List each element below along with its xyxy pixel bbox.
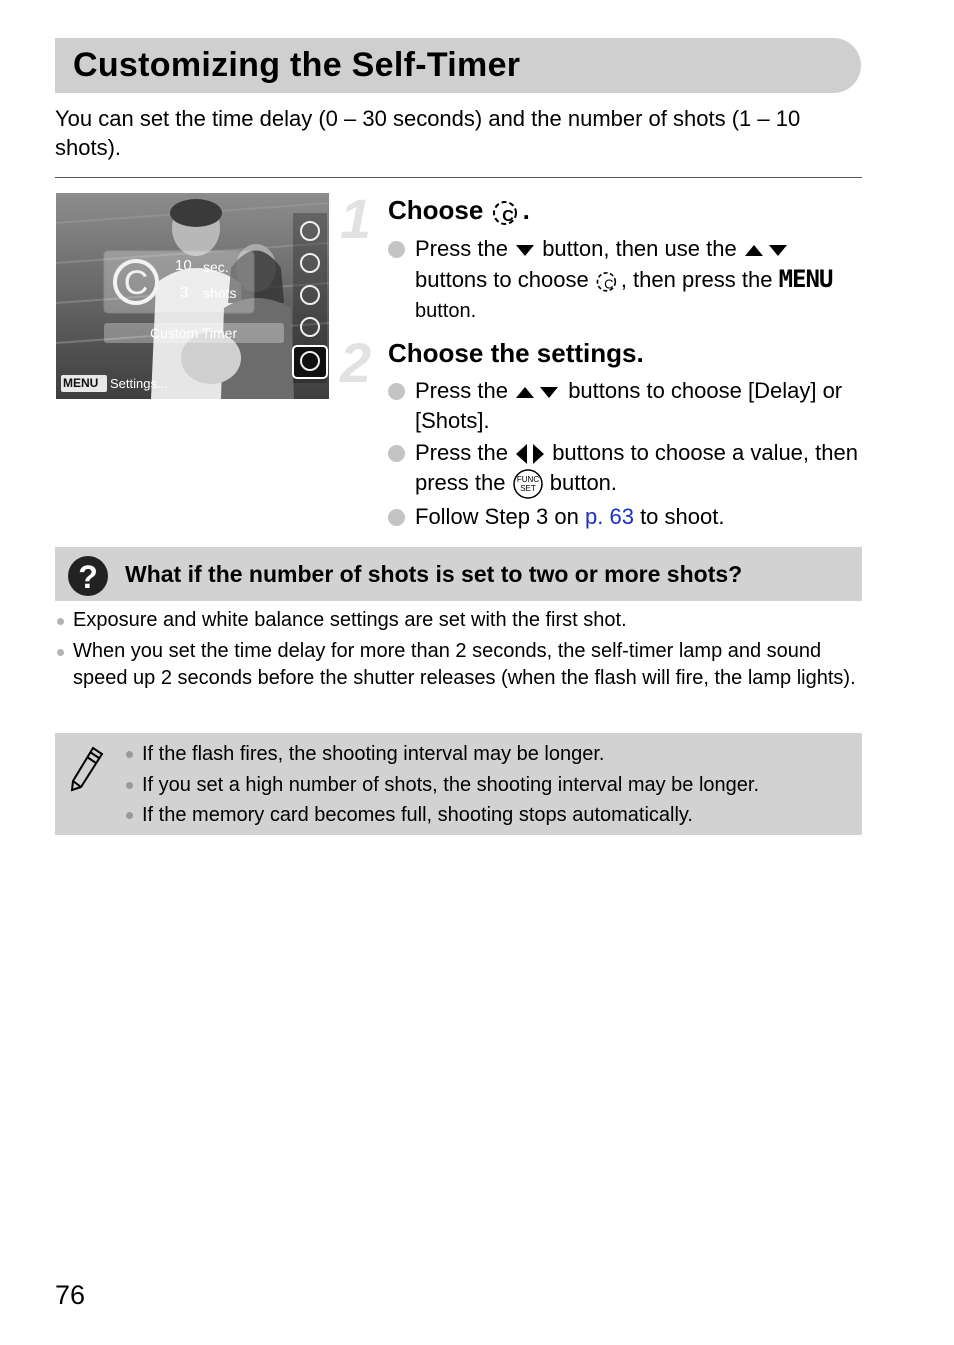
question-icon <box>67 555 109 597</box>
func-set-button-icon <box>512 468 544 500</box>
menu-button-label: MENU <box>778 265 833 293</box>
step1-bullets <box>388 234 858 328</box>
step2-b2-text-a: Press the <box>415 440 508 465</box>
camera-screen-image <box>56 193 329 399</box>
memo-item-text: If you set a high number of shots, the shooting interval may be longer. <box>142 773 760 796</box>
step2-title: Choose the settings. <box>388 338 644 368</box>
bullet-dot <box>388 445 405 462</box>
step2-b2-text-b: buttons to choose a value, then press the <box>415 440 858 495</box>
qa-note-text: Exposure and white balance settings are set with the first shot. <box>73 609 627 631</box>
step2-b3-text-b: to shoot. <box>640 504 725 530</box>
step1-title-text: Choose <box>388 195 484 225</box>
list-item <box>125 739 759 770</box>
step-number-1: 1 <box>340 187 372 250</box>
screen-settings-label: Settings... <box>110 376 168 391</box>
question-bar <box>55 547 862 601</box>
step1-b1-text-a: Press the <box>415 236 508 261</box>
list-item <box>388 438 858 500</box>
step1-b1-text-e: button. <box>415 300 477 322</box>
screen-shots-value: 3 <box>180 284 189 301</box>
page-title: Customizing the Self-Timer <box>73 46 521 84</box>
bullet-dot <box>57 649 64 656</box>
step1-b1-text-d: , then press the <box>620 267 773 292</box>
list-item <box>388 234 858 326</box>
left-right-arrows-icon <box>514 442 546 466</box>
screen-mode-label: Custom Timer <box>150 325 238 341</box>
memo-list <box>125 739 759 831</box>
memo-item-text: If the flash fires, the shooting interval may be longer. <box>142 743 605 765</box>
camera-photo <box>56 193 329 399</box>
list-item <box>125 800 759 831</box>
question-text: What if the number of shots is set to two or more shots? <box>125 561 743 587</box>
list-item <box>125 770 759 801</box>
svg-text:?: ? <box>78 559 98 595</box>
qa-note-text: When you set the time delay for more than 2 seconds, the self-timer lamp and sound speed up 2 seconds before the shutter releases (when the flash will fire, the lamp lights). <box>73 639 856 689</box>
list-item <box>55 607 860 635</box>
step2-b1-text-b: buttons to choose [Delay] or [Shots]. <box>415 378 843 433</box>
custom-timer-icon-small <box>595 268 621 294</box>
up-down-arrows-icon <box>514 384 562 400</box>
pencil-icon <box>69 745 105 793</box>
bullet-dot <box>57 618 64 625</box>
step2-b3-text-a: Follow Step 3 on <box>415 504 579 530</box>
bullet-dot <box>388 509 405 526</box>
svg-text:FUNC: FUNC <box>516 475 539 485</box>
step1-title-period: . <box>522 195 530 225</box>
svg-text:C: C <box>501 208 514 226</box>
bullet-dot <box>126 751 133 758</box>
qa-notes <box>55 607 860 696</box>
step2-b2-text-c: button. <box>549 470 618 495</box>
svg-text:SET: SET <box>519 484 536 494</box>
title-bar <box>55 38 861 93</box>
custom-timer-icon <box>491 197 523 227</box>
memo-box <box>55 733 862 835</box>
section-divider <box>55 177 862 178</box>
svg-text:C: C <box>603 276 614 292</box>
memo-item-text: If the memory card becomes full, shooting stops automatically. <box>142 804 693 826</box>
screen-delay-unit: sec. <box>203 259 229 275</box>
step1-b1-text-b: button, then use the <box>542 236 737 261</box>
page-number: 76 <box>55 1280 86 1310</box>
step2-b1-text-a: Press the <box>415 378 508 403</box>
list-item <box>55 638 860 693</box>
bullet-dot <box>126 782 133 789</box>
up-down-arrows-icon <box>743 242 791 258</box>
down-arrow-icon <box>514 243 536 257</box>
step1-title <box>388 195 530 227</box>
step2-bullets <box>388 376 858 534</box>
list-item <box>388 502 858 532</box>
screen-menu-label: MENU <box>63 376 99 390</box>
screen-shots-unit: shots <box>203 285 237 301</box>
intro-text: You can set the time delay (0 – 30 seconds) and the number of shots (1 – 10 shots). <box>55 106 801 160</box>
step-number-2: 2 <box>340 331 372 394</box>
bullet-dot <box>388 241 405 258</box>
bullet-dot <box>126 812 133 819</box>
bullet-dot <box>388 383 405 400</box>
page-63-link[interactable]: p. 63 <box>585 504 634 530</box>
step1-b1-text-c: buttons to choose <box>415 267 589 292</box>
list-item <box>388 376 858 436</box>
screen-delay-value: 10 <box>175 257 192 274</box>
svg-text:C: C <box>123 264 149 302</box>
